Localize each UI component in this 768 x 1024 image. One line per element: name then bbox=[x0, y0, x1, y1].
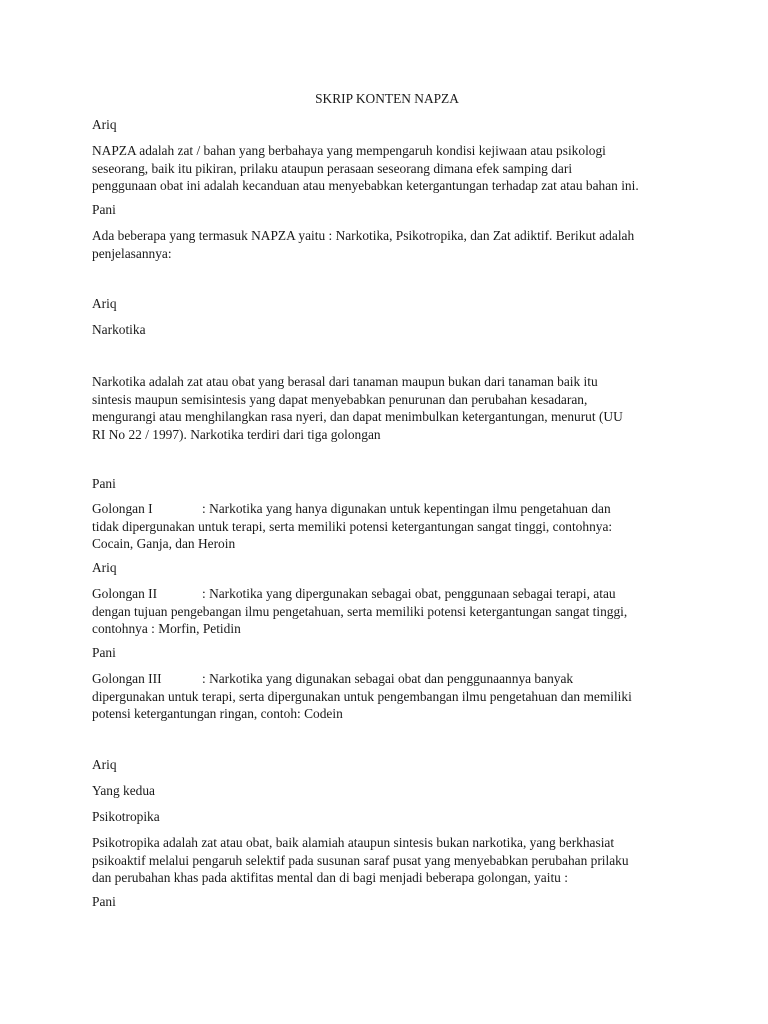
paragraph-line: seseorang, baik itu pikiran, prilaku ataupun perasaan seseorang dimana efek samping dari bbox=[92, 160, 573, 176]
psikotropika-definition-paragraph bbox=[92, 834, 682, 887]
paragraph-line: sintesis maupun semisintesis yang dapat menyebabkan penurunan dan perubahan kesadaran, bbox=[92, 391, 588, 407]
paragraph-line: penjelasannya: bbox=[92, 245, 172, 261]
paragraph-line: Narkotika adalah zat atau obat yang berasal dari tanaman maupun bukan dari tanaman baik itu bbox=[92, 374, 598, 389]
speaker-pani: Pani bbox=[92, 476, 116, 491]
speaker-pani: Pani bbox=[92, 894, 116, 909]
speaker-pani: Pani bbox=[92, 202, 116, 217]
speaker-pani: Pani bbox=[92, 645, 116, 660]
yang-kedua-text: Yang kedua bbox=[92, 783, 155, 798]
paragraph-line: tidak dipergunakan untuk terapi, serta memiliki potensi ketergantungan sangat tinggi, contohnya: bbox=[92, 518, 613, 534]
document-title: SKRIP KONTEN NAPZA bbox=[315, 91, 459, 106]
golongan-3-paragraph bbox=[92, 670, 682, 723]
paragraph-line: RI No 22 / 1997). Narkotika terdiri dari tiga golongan bbox=[92, 426, 381, 442]
golongan-label: Golongan III bbox=[92, 671, 162, 686]
speaker-ariq: Ariq bbox=[92, 296, 117, 311]
golongan-2-paragraph bbox=[92, 585, 682, 638]
paragraph-line: penggunaan obat ini adalah kecanduan atau menyebabkan ketergantungan terhadap zat atau bahan ini. bbox=[92, 178, 639, 193]
paragraph-line: NAPZA adalah zat / bahan yang berbahaya yang mempengaruh kondisi kejiwaan atau psikologi bbox=[92, 143, 606, 158]
paragraph-line: psikoaktif melalui pengaruh selektif pada susunan saraf pusat yang menyebabkan perubahan prilaku bbox=[92, 852, 629, 868]
golongan-description: : Narkotika yang dipergunakan sebagai obat, penggunaan sebagai terapi, atau bbox=[202, 586, 616, 601]
golongan-description: : Narkotika yang hanya digunakan untuk kepentingan ilmu pengetahuan dan bbox=[202, 501, 611, 516]
paragraph-line: Psikotropika adalah zat atau obat, baik alamiah ataupun sintesis bukan narkotika, yang berkhasiat bbox=[92, 835, 615, 850]
narkotika-heading: Narkotika bbox=[92, 322, 146, 337]
golongan-label: Golongan II bbox=[92, 586, 158, 601]
paragraph-line: dan perubahan khas pada aktifitas mental dan di bagi menjadi beberapa golongan, yaitu : bbox=[92, 870, 568, 885]
paragraph-line: mengurangi atau menghilangkan rasa nyeri, dan dapat menimbulkan ketergantungan, menurut (UU bbox=[92, 409, 623, 424]
paragraph-line: potensi ketergantungan ringan, contoh: Codein bbox=[92, 706, 343, 721]
golongan-label: Golongan I bbox=[92, 501, 153, 516]
psikotropika-heading: Psikotropika bbox=[92, 809, 160, 824]
speaker-ariq: Ariq bbox=[92, 560, 117, 575]
paragraph-line: Cocain, Ganja, dan Heroin bbox=[92, 536, 236, 551]
golongan-description: : Narkotika yang digunakan sebagai obat dan penggunaannya banyak bbox=[202, 671, 574, 686]
napza-types-paragraph bbox=[92, 227, 682, 262]
paragraph-line: contohnya : Morfin, Petidin bbox=[92, 621, 241, 636]
speaker-ariq: Ariq bbox=[92, 757, 117, 772]
paragraph-line: dengan tujuan pengebangan ilmu pengetahuan, serta memiliki potensi ketergantungan sangat tinggi, bbox=[92, 603, 628, 619]
napza-definition-paragraph bbox=[92, 142, 682, 195]
golongan-1-paragraph bbox=[92, 500, 682, 553]
speaker-ariq: Ariq bbox=[92, 117, 117, 132]
narkotika-definition-paragraph bbox=[92, 373, 682, 443]
paragraph-line: Ada beberapa yang termasuk NAPZA yaitu : Narkotika, Psikotropika, dan Zat adiktif. Berikut adalah bbox=[92, 228, 635, 243]
paragraph-line: dipergunakan untuk terapi, serta dipergunakan untuk pengembangan ilmu pengetahuan dan memiliki bbox=[92, 688, 632, 704]
